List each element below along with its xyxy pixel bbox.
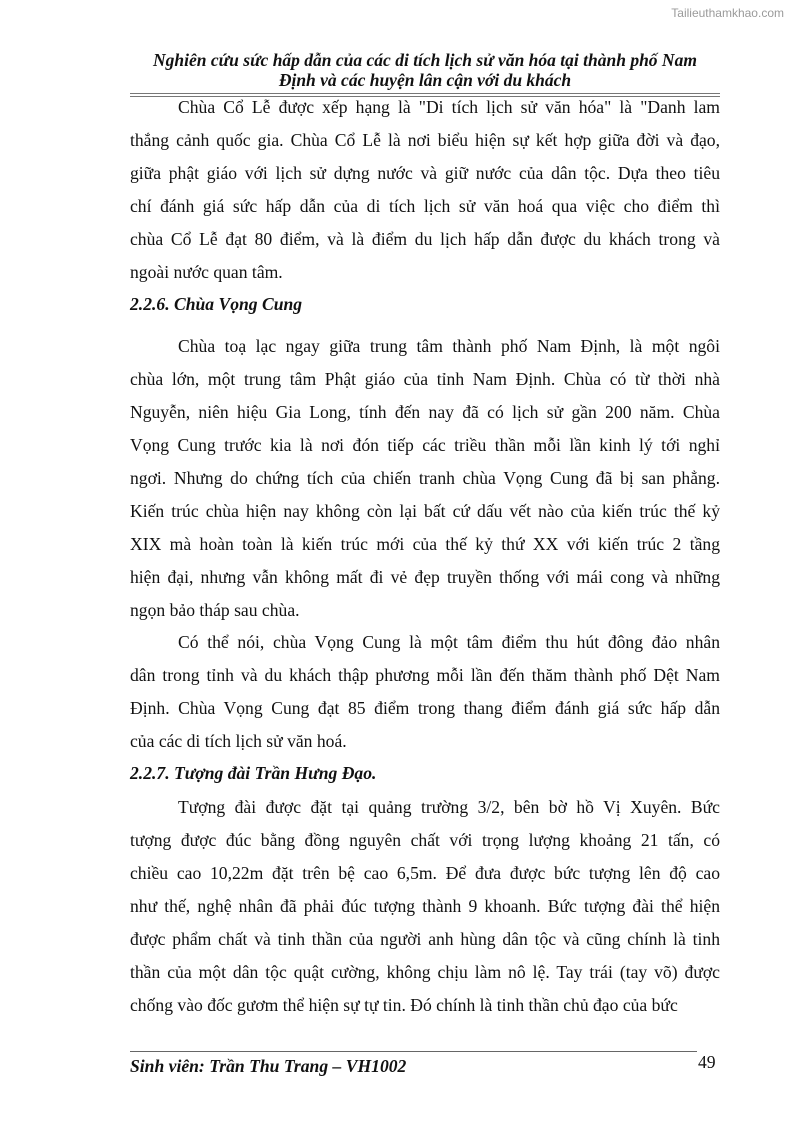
page-number: 49 — [698, 1052, 716, 1072]
paragraph-line: chống vào đốc gươm thể hiện sự tự tin. Đó chính là tinh thần chủ đạo của bức — [130, 995, 678, 1015]
paragraph-line: hiện đại, nhưng vẫn không mất đi vẻ đẹp truyền thống với mái cong và những — [130, 567, 720, 587]
paragraph-line: được phẩm chất và tinh thần của người anh hùng dân tộc và cũng chính là tinh — [130, 929, 720, 949]
paragraph-line: Nguyễn, niên hiệu Gia Long, tính đến nay đã có lịch sử gần 200 năm. Chùa — [130, 402, 720, 422]
section-heading: 2.2.7. Tượng đài Trần Hưng Đạo. — [130, 763, 377, 783]
paragraph-line: Kiến trúc chùa hiện nay không còn lại bất cứ dấu vết nào của kiến trúc thế kỷ — [130, 501, 720, 521]
paragraph-line: của các di tích lịch sử văn hoá. — [130, 731, 347, 751]
paragraph-line: chùa Cổ Lễ đạt 80 điểm, và là điểm du lịch hấp dẫn được du khách trong và — [130, 229, 720, 249]
paragraph-line: Chùa Cổ Lễ được xếp hạng là "Di tích lịch sử văn hóa" là "Danh lam — [178, 97, 720, 117]
paragraph-line: thần của một dân tộc quật cường, không chịu làm nô lệ. Tay trái (tay võ) được — [130, 962, 720, 982]
section-heading: 2.2.6. Chùa Vọng Cung — [130, 294, 303, 314]
header-line-1: Nghiên cứu sức hấp dẫn của các di tích lịch sử văn hóa tại thành phố Nam — [153, 50, 697, 70]
paragraph-line: giữa phật giáo với lịch sử dựng nước và giữ nước của dân tộc. Dựa theo tiêu — [130, 163, 720, 183]
paragraph-line: như thế, nghệ nhân đã phải đúc tượng thành 9 khoanh. Bức tượng đài thể hiện — [130, 896, 720, 916]
paragraph-line: tượng được đúc bằng đồng nguyên chất với trọng lượng khoảng 21 tấn, có — [130, 830, 720, 850]
paragraph-line: XIX mà hoàn toàn là kiến trúc mới của thế kỷ thứ XX với kiến trúc 2 tầng — [130, 534, 720, 554]
paragraph-line: chùa lớn, một trung tâm Phật giáo của tỉnh Nam Định. Chùa có từ thời nhà — [130, 369, 720, 389]
footer-author: Sinh viên: Trần Thu Trang – VH1002 — [130, 1056, 407, 1076]
paragraph-line: Tượng đài được đặt tại quảng trường 3/2, bên bờ hồ Vị Xuyên. Bức — [178, 797, 720, 817]
paragraph-line: Chùa toạ lạc ngay giữa trung tâm thành phố Nam Định, là một ngôi — [178, 336, 720, 356]
paragraph-line: Định. Chùa Vọng Cung đạt 85 điểm trong thang điểm đánh giá sức hấp dẫn — [130, 698, 720, 718]
paragraph-line: ngơi. Nhưng do chứng tích của chiến tranh chùa Vọng Cung đã bị san phẳng. — [130, 468, 720, 488]
paragraph-line: ngoài nước quan tâm. — [130, 262, 283, 282]
paragraph-line: ngọn bảo tháp sau chùa. — [130, 600, 300, 620]
paragraph-line: thắng cảnh quốc gia. Chùa Cổ Lễ là nơi biểu hiện sự kết hợp giữa đời và đạo, — [130, 130, 720, 150]
header-line-2: Định và các huyện lân cận với du khách — [278, 70, 572, 90]
paragraph-line: dân trong tỉnh và du khách thập phương mỗi lần đến thăm thành phố Dệt Nam — [130, 665, 720, 685]
footer-rule — [130, 1051, 697, 1052]
running-header — [130, 50, 720, 90]
paragraph-line: Vọng Cung trước kia là nơi đón tiếp các triều thần mỗi lần kinh lý tới nghỉ — [130, 435, 720, 455]
paragraph-line: chí đánh giá sức hấp dẫn của di tích lịch sử văn hoá qua việc cho điểm thì — [130, 196, 720, 216]
watermark: Tailieuthamkhao.com — [671, 6, 784, 20]
paragraph-line: chiều cao 10,22m đặt trên bệ cao 6,5m. Để đưa được bức tượng lên độ cao — [130, 863, 720, 883]
paragraph-line: Có thể nói, chùa Vọng Cung là một tâm điểm thu hút đông đảo nhân — [178, 632, 720, 652]
